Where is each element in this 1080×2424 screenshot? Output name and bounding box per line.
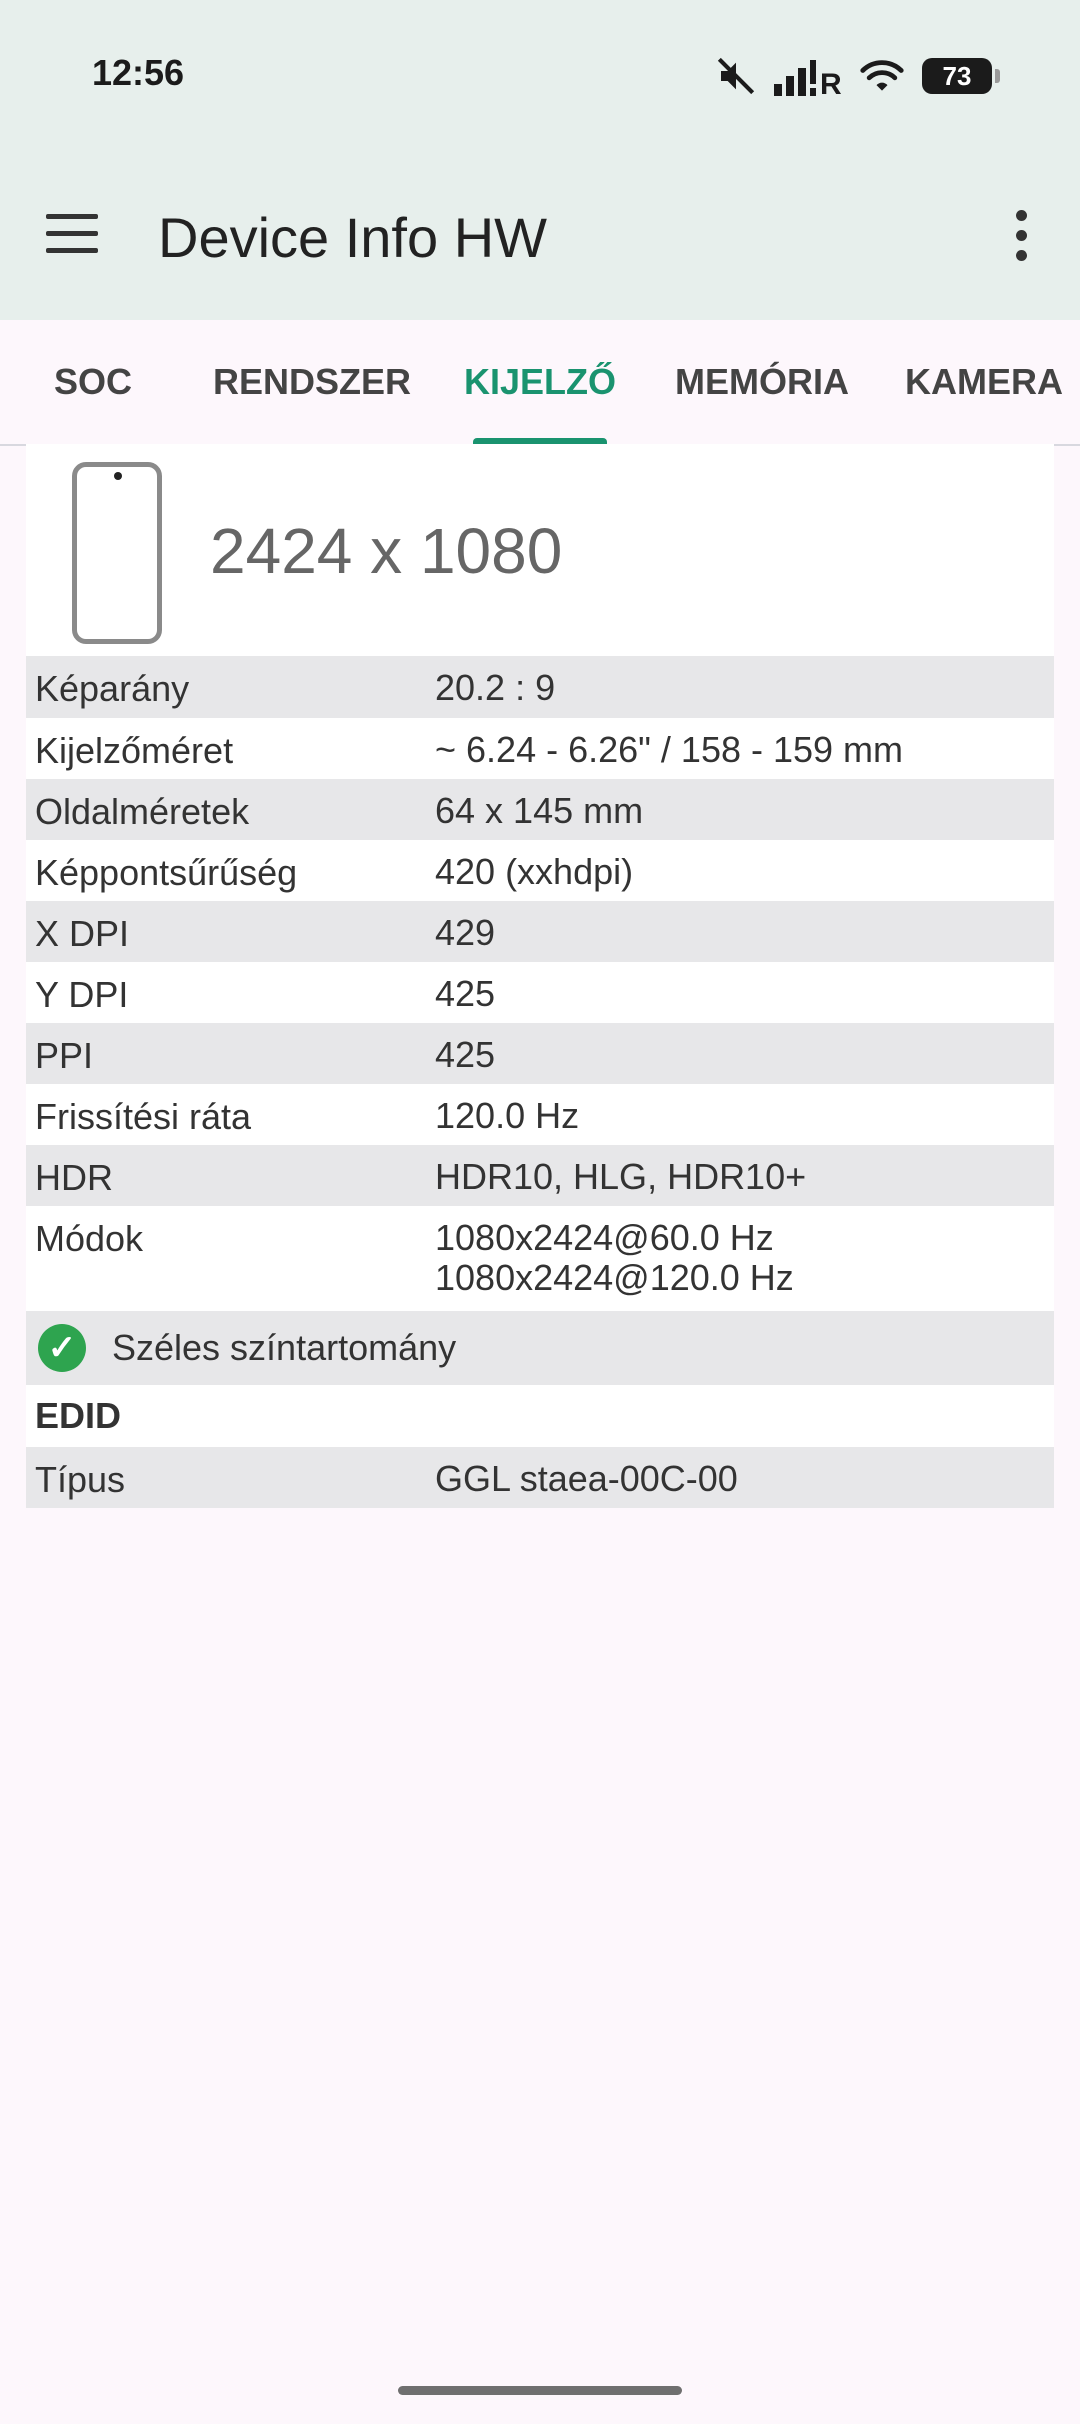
- tab-rendszer[interactable]: RENDSZER: [212, 361, 412, 402]
- info-row-refresh-rate: [26, 1084, 1054, 1145]
- tab-kijelzo[interactable]: KIJELZŐ: [463, 361, 616, 402]
- row-value: 420 (xxhdpi): [435, 851, 634, 892]
- resolution-value: 2424 x 1080: [210, 515, 563, 587]
- row-value: 429: [435, 912, 496, 953]
- tab-bar: [0, 320, 1080, 446]
- row-label: X DPI: [35, 913, 130, 954]
- row-label: Módok: [35, 1218, 144, 1259]
- menu-icon[interactable]: [46, 214, 98, 254]
- more-options-icon[interactable]: [1008, 208, 1036, 264]
- info-row-aspect-ratio: [26, 656, 1054, 718]
- row-value: HDR10, HLG, HDR10+: [435, 1156, 807, 1197]
- edid-section-title: EDID: [26, 1385, 1054, 1447]
- wide-color-gamut-row: [26, 1311, 1054, 1385]
- info-row-xdpi: [26, 901, 1054, 962]
- svg-text:R: R: [820, 68, 842, 96]
- status-time: 12:56: [92, 52, 185, 93]
- row-label: Y DPI: [35, 974, 129, 1015]
- display-info-panel: [26, 444, 1054, 1508]
- signal-icon: [774, 56, 842, 96]
- mode-line: 1080x2424@120.0 Hz: [435, 1257, 794, 1298]
- wide-color-gamut-label: Széles színtartomány: [112, 1327, 457, 1368]
- row-value: 120.0 Hz: [435, 1095, 580, 1136]
- info-row-modes: [26, 1206, 1054, 1311]
- info-row-hdr: [26, 1145, 1054, 1206]
- row-value: 425: [435, 1034, 496, 1075]
- row-label: Képpontsűrűség: [35, 852, 298, 893]
- row-label: Oldalméretek: [35, 791, 250, 832]
- app-title: Device Info HW: [158, 206, 547, 269]
- info-row-screen-size: [26, 718, 1054, 779]
- row-value: ~ 6.24 - 6.26" / 158 - 159 mm: [435, 729, 904, 770]
- top-app-bar: [0, 0, 1080, 320]
- tab-kamera[interactable]: KAMERA: [905, 361, 1063, 402]
- tab-soc[interactable]: SOC: [53, 361, 132, 402]
- status-icons: [716, 54, 992, 98]
- info-row-dimensions: [26, 779, 1054, 840]
- wifi-icon: [860, 56, 904, 96]
- battery-icon: [922, 58, 992, 94]
- row-value: [435, 1206, 1054, 1298]
- row-value: 64 x 145 mm: [435, 790, 644, 831]
- info-row-density: [26, 840, 1054, 901]
- row-label: Frissítési ráta: [35, 1096, 252, 1137]
- row-label: Kijelzőméret: [35, 730, 234, 771]
- mute-icon: [716, 56, 756, 96]
- tab-memoria[interactable]: MEMÓRIA: [675, 361, 849, 402]
- row-label: HDR: [35, 1157, 113, 1198]
- row-label: Képarány: [35, 668, 190, 709]
- row-value: GGL staea-00C-00: [435, 1458, 738, 1499]
- info-row-ydpi: [26, 962, 1054, 1023]
- info-row-ppi: [26, 1023, 1054, 1084]
- home-gesture-bar[interactable]: [398, 2386, 682, 2395]
- check-icon: ✓: [38, 1324, 86, 1372]
- mode-line: 1080x2424@60.0 Hz: [435, 1217, 774, 1258]
- row-value: 425: [435, 973, 496, 1014]
- phone-outline-icon: [72, 462, 162, 644]
- resolution-card: [26, 444, 1054, 656]
- row-label: PPI: [35, 1035, 94, 1076]
- row-label: Típus: [35, 1459, 126, 1500]
- row-value: 20.2 : 9: [435, 667, 556, 708]
- battery-level: 73: [942, 60, 972, 91]
- info-row-type: [26, 1447, 1054, 1508]
